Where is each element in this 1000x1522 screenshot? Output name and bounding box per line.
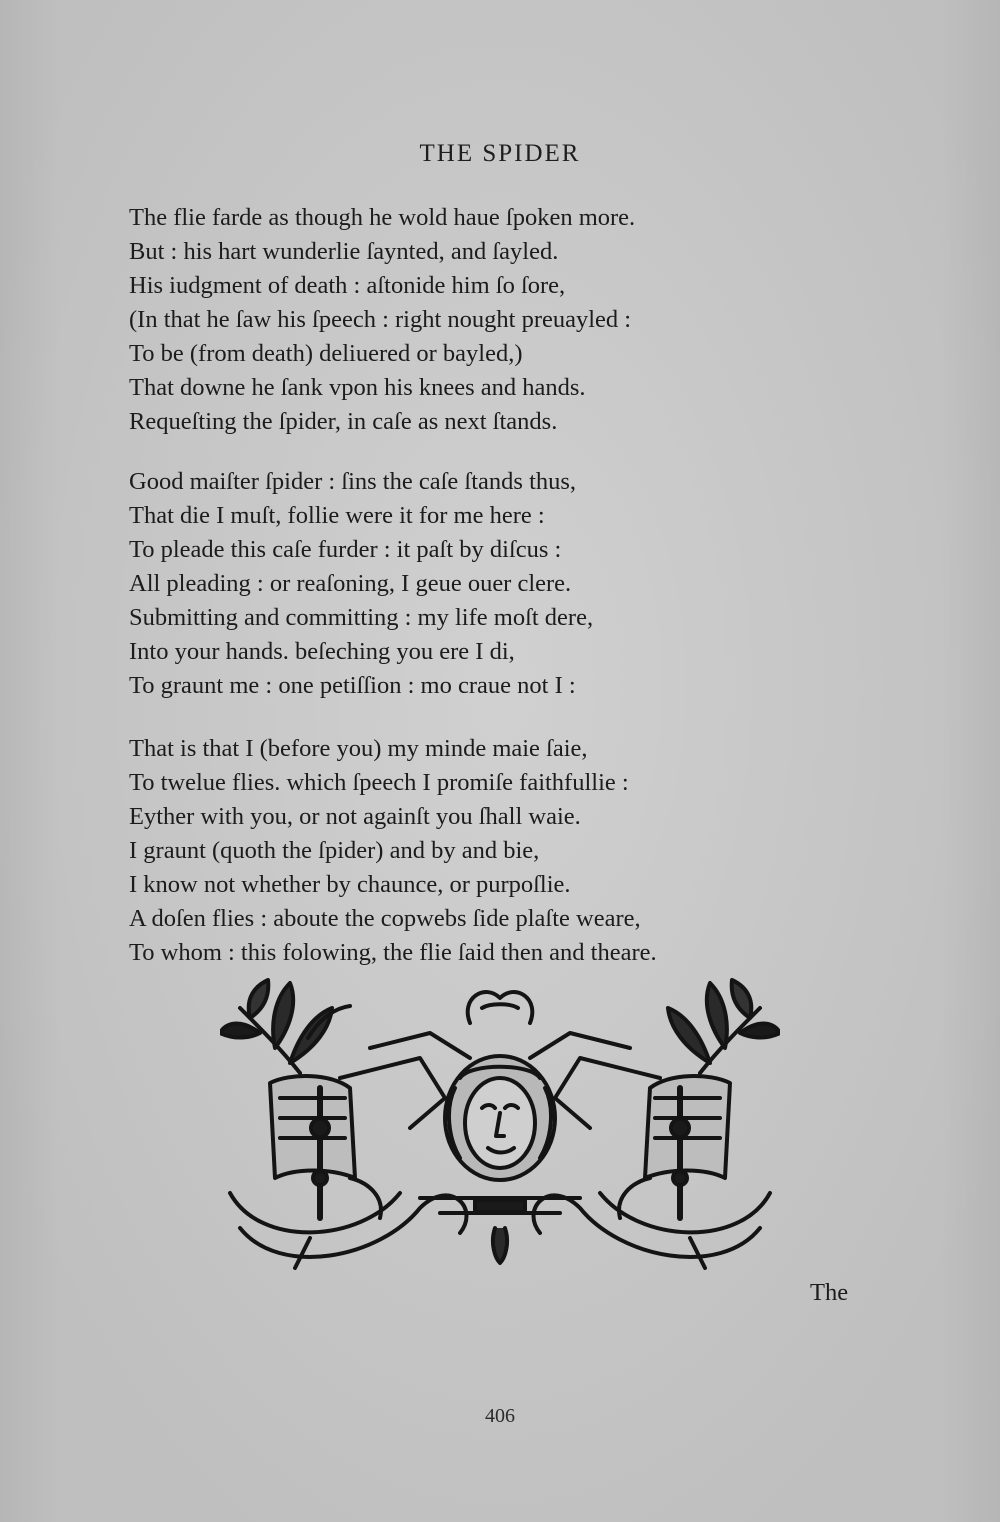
woodcut-ornament-icon (220, 978, 780, 1278)
stanza-2 (129, 465, 849, 703)
verse-line: That die I muſt, follie were it for me here : (129, 502, 545, 529)
stanza-1 (129, 201, 849, 439)
verse-line: But : his hart wunderlie ſaynted, and ſayled. (129, 238, 559, 265)
verse-line: Good maiſter ſpider : ſins the caſe ſtands thus, (129, 468, 577, 495)
verse-line: (In that he ſaw his ſpeech : right nought preuayled : (129, 306, 632, 333)
verse-line: That downe he ſank vpon his knees and hands. (129, 374, 586, 401)
catchword: The (810, 1279, 849, 1306)
verse-line: To be (from death) deliuered or bayled,) (129, 340, 523, 367)
page-title: THE SPIDER (419, 140, 581, 167)
verse-line: The flie farde as though he wold haue ſpoken more. (129, 204, 636, 231)
verse-line: All pleading : or reaſoning, I geue ouer clere. (129, 570, 572, 597)
stanza-3 (129, 732, 849, 970)
verse-line: Requeſting the ſpider, in caſe as next ſtands. (129, 408, 558, 435)
page-number: 406 (485, 1405, 515, 1427)
verse-line: A doſen flies : aboute the copwebs ſide plaſte weare, (129, 905, 641, 932)
verse-line: His iudgment of death : aſtonide him ſo ſore, (129, 272, 566, 299)
verse-line: To pleade this caſe furder : it paſt by diſcus : (129, 536, 562, 563)
verse-line: To graunt me : one petiſſion : mo craue not I : (129, 672, 576, 699)
verse-line: Submitting and committing : my life moſt dere, (129, 604, 594, 631)
verse-line: I know not whether by chaunce, or purpoſlie. (129, 871, 571, 898)
verse-line: To whom : this folowing, the flie ſaid then and theare. (129, 939, 657, 966)
verse-line: Eyther with you, or not againſt you ſhall waie. (129, 803, 581, 830)
verse-line: I graunt (quoth the ſpider) and by and bie, (129, 837, 540, 864)
verse-line: To twelue flies. which ſpeech I promiſe faithfullie : (129, 769, 629, 796)
verse-line: Into your hands. beſeching you ere I di, (129, 638, 515, 665)
verse-line: That is that I (before you) my minde maie ſaie, (129, 735, 588, 762)
